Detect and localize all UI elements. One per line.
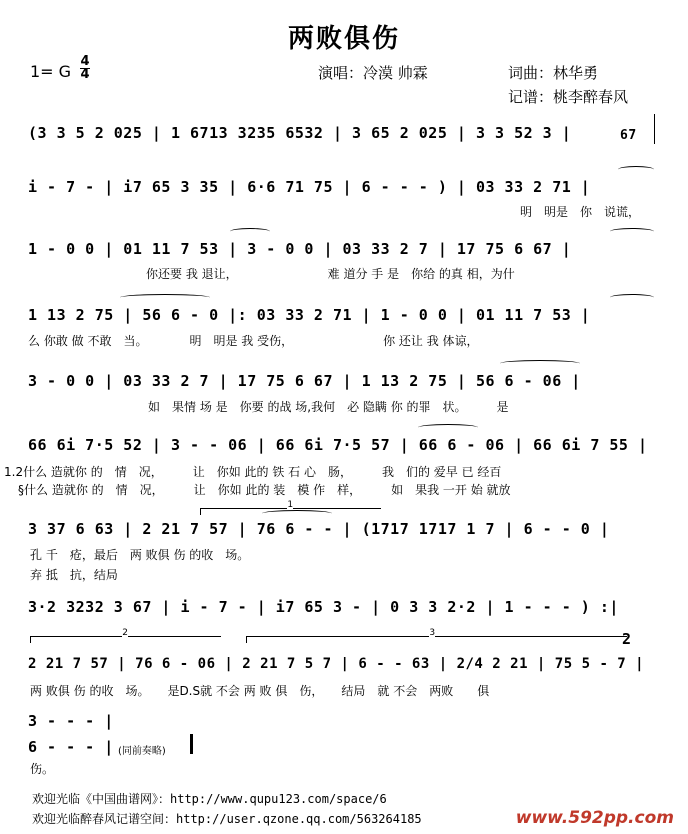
singers: 演唱：冷漠 帅霖 <box>318 64 428 82</box>
lyrics-row-4: 么 你敢 做 不敢 当。 明 明是 我 受伤， 你 还让 我 体谅， <box>28 334 479 348</box>
barline <box>654 114 655 144</box>
lyrics-row-7b: 弃 抵 抗，结局 <box>30 568 118 582</box>
lyrics-row-2: 明 明是 你 说谎， <box>520 205 641 219</box>
lyrics-row-10: 伤。 <box>30 762 55 776</box>
slur <box>500 360 580 367</box>
score-row-8: 3·2 3232 3 67 | i - 7 - | i7 65 3 - | 0 3 3 2·2 | 1 - - - ) :| <box>28 598 619 616</box>
slur <box>610 228 654 235</box>
score-row-9: 2 21 7 57 | 76 6 - 06 | 2 21 7 5 7 | 6 - - 63 | 2/4 2 21 | 75 5 - 7 | <box>28 656 645 672</box>
score-row-10b: 6 - - - | <box>28 738 114 756</box>
lyrics-row-6a: 1.2什么 造就你 的 情 况， 让 你如 此的 铁 石 心 肠， 我 们的 爱早 已 经百 <box>4 465 502 479</box>
transcriber: 记谱：桃李醉春风 <box>508 88 629 106</box>
lyrics-row-6b: §什么 造就你 的 情 况， 让 你如 此的 装 模 作 样， 如 果我 一开 始 就放 <box>18 483 511 497</box>
time-denominator: 4 <box>80 67 90 82</box>
final-barline <box>190 734 193 754</box>
score-row-7: 3 37 6 63 | 2 21 7 57 | 76 6 - - | (1717 1717 1 7 | 6 - - 0 | <box>28 520 610 538</box>
end-note: (同前奏略) <box>118 746 166 757</box>
slur <box>120 294 210 301</box>
score-row-5: 3 - 0 0 | 03 33 2 7 | 17 75 6 67 | 1 13 2 75 | 56 6 - 06 | <box>28 372 581 390</box>
song-title: 两败俱伤 <box>287 24 400 54</box>
volta-bracket-3: 3 <box>246 636 627 643</box>
key-signature: 1= G <box>30 62 72 81</box>
score-row-10a: 3 - - - | <box>28 712 114 730</box>
footer-line-1: 欢迎光临《中国曲谱网》：http://www.qupu123.com/space/6 <box>32 792 387 806</box>
time-numerator: 4 <box>80 54 90 69</box>
score-row-4: 1 13 2 75 | 56 6 - 0 |: 03 33 2 71 | 1 - 0 0 | 01 11 7 53 | <box>28 306 591 324</box>
score-row-1-above: 67 <box>620 128 637 143</box>
lyrics-row-9: 两 败俱 伤 的收 场。 是D.S就 不会 两 败 俱 伤， 结局 就 不会 两败 俱 <box>30 684 490 698</box>
score-row-2: i - 7 - | i7 65 3 35 | 6·6 71 75 | 6 - - - ) | 03 33 2 71 | <box>28 178 591 196</box>
score-row-1: (3 3 5 2 025 | 1 6713 3235 6532 | 3 65 2 025 | 3 3 52 3 | <box>28 124 572 142</box>
volta-bracket-2: 2 <box>30 636 221 643</box>
composer: 词曲：林华勇 <box>508 64 599 82</box>
site-watermark[interactable]: www.592pp.com <box>515 808 674 828</box>
slur <box>418 424 478 431</box>
score-row-3: 1 - 0 0 | 01 11 7 53 | 3 - 0 0 | 03 33 2 7 | 17 75 6 67 | <box>28 240 572 258</box>
volta-bracket-1: 1 <box>200 508 381 515</box>
slur <box>610 294 654 301</box>
lyrics-row-7a: 孔 千 疮，最后 两 败俱 伤 的收 场。 <box>30 548 250 562</box>
footer-line-2: 欢迎光临醉春风记谱空间：http://user.qzone.qq.com/563264185 <box>32 812 422 826</box>
slur <box>262 510 332 517</box>
score-row-9-above: 2 <box>622 630 632 648</box>
score-row-6: 66 6i 7·5 52 | 3 - - 06 | 66 6i 7·5 57 | 66 6 - 06 | 66 6i 7 55 | <box>28 436 648 454</box>
time-signature <box>80 56 90 81</box>
lyrics-row-3: 你还要 我 退让， 难 道分 手 是 你给 的真 相，为什 <box>146 267 515 281</box>
slur <box>618 166 654 173</box>
slur <box>230 228 270 235</box>
lyrics-row-5: 如 果情 场 是 你要 的战 场,我何 必 隐瞒 你 的罪 状。 是 <box>148 400 509 414</box>
